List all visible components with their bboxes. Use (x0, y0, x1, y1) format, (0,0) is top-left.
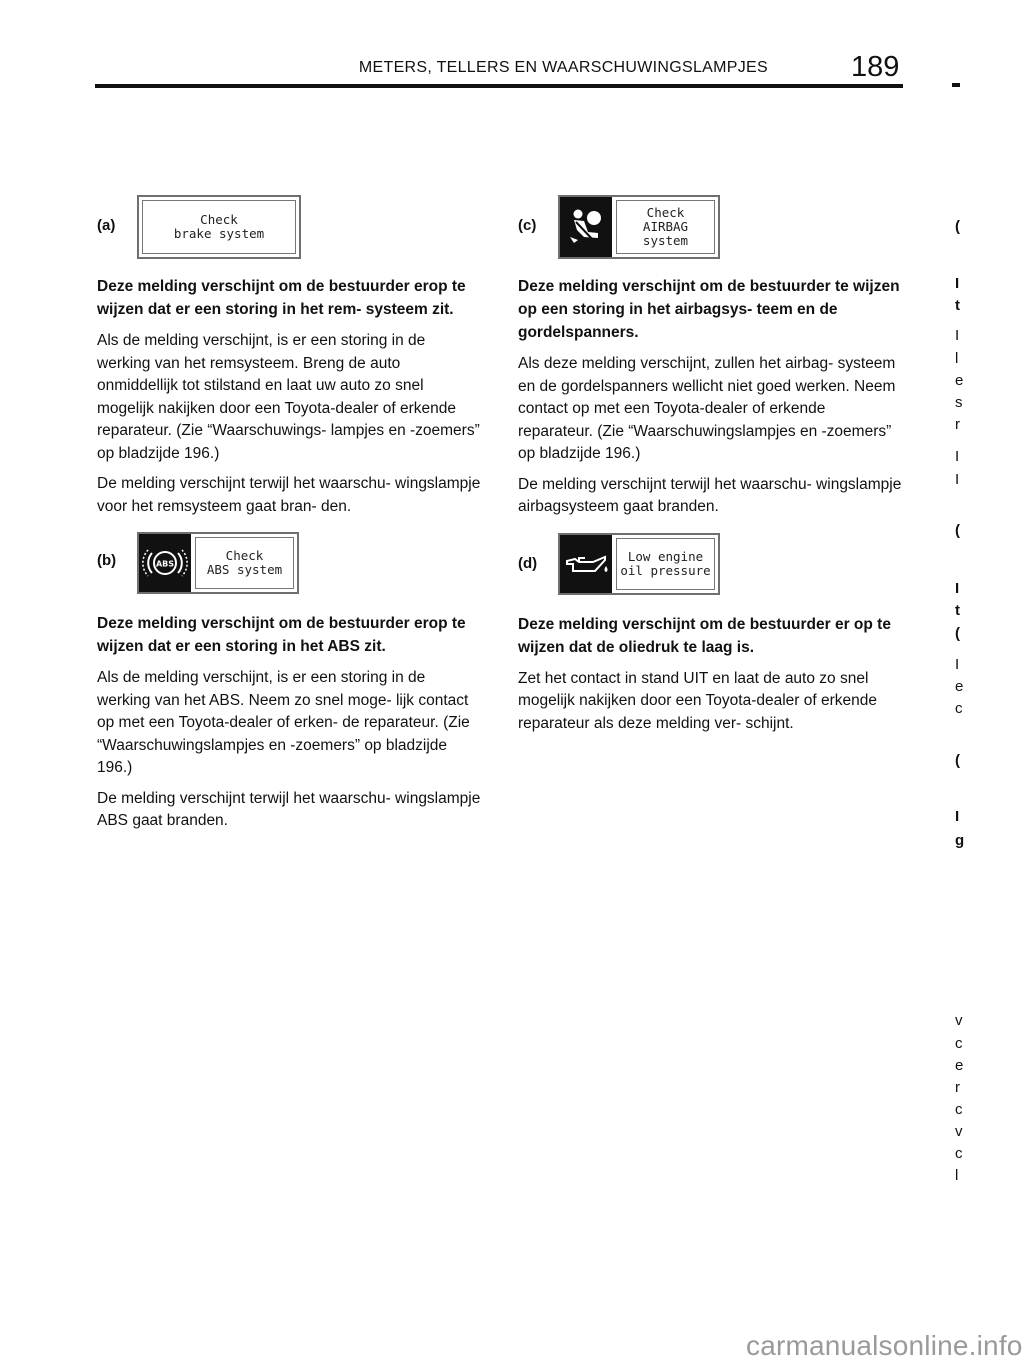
abs-icon-box (139, 534, 191, 592)
edge-fragment: I (955, 448, 960, 465)
right-column (518, 195, 902, 743)
edge-fragment: ( (955, 218, 960, 235)
section-b-paragraph-1: Als de melding verschijnt, is er een storing in de werking van het ABS. Neem zo snel moge- lijk contact op met een Toyota-dealer of erken- de reparateur. (Zie “Waarschuwingslampjes en -zoemers” op bladzijde 196.) (97, 669, 470, 776)
edge-fragment: I (955, 327, 960, 344)
section-b-heading: Deze melding verschijnt om de bestuurder erop te wijzen dat er een storing in het ABS zit. (97, 615, 466, 655)
edge-fragment: I (955, 656, 960, 673)
section-d-label: (d) (518, 554, 538, 572)
section-a-paragraph-1: Als de melding verschijnt, is er een storing in de werking van het remsysteem. Breng de auto onmiddellijk tot stilstand en laat uw auto zo snel mogelijk nakijken door een Toyota-dealer of erkende reparateur. (Zie “Waarschuwings- lampjes en -zoemers” op bladzijde 196.) (97, 332, 480, 462)
left-column (97, 195, 481, 841)
abs-warning-icon (143, 543, 187, 583)
edge-fragment: g (955, 832, 965, 849)
edge-fragment: l (955, 1167, 959, 1184)
edge-fragment: r (955, 416, 960, 433)
edge-fragment: s (955, 394, 963, 411)
display-line-2: brake system (173, 226, 265, 241)
header-rule (95, 84, 903, 88)
page-number: 189 (851, 51, 900, 83)
brake-system-display-text (142, 200, 296, 254)
airbag-system-display (558, 195, 720, 259)
edge-fragment: I (955, 808, 960, 825)
section-d-paragraph-1: Zet het contact in stand UIT en laat de auto zo snel mogelijk nakijken door een Toyota-dealer of erkende reparateur als deze melding ver- schijnt. (518, 669, 878, 732)
edge-fragment: c (955, 1101, 963, 1118)
edge-fragment: I (955, 580, 960, 597)
section-a-paragraph-2: De melding verschijnt terwijl het waarschu- wingslampje voor het remsysteem gaat bran- den. (97, 475, 481, 515)
display-line-1: Check (200, 212, 238, 227)
airbag-icon-box (560, 197, 612, 257)
section-c-paragraph-1: Als deze melding verschijnt, zullen het airbag- systeem en de gordelspanners wellicht niet goed werken. Neem contact op met een Toyota-dealer of erkende reparateur. (Zie “Waarschuwingslampjes en -zoemers” op bladzijde 196.) (518, 355, 896, 462)
brake-system-display (137, 195, 301, 259)
display-line-2: oil pressure (620, 562, 711, 578)
oil-pressure-display-text (616, 538, 715, 590)
display-line-1: Check (225, 548, 264, 563)
oil-pressure-display (558, 533, 720, 595)
edge-fragment: t (955, 602, 960, 619)
edge-fragment: c (955, 1145, 963, 1162)
display-line-1: Check (646, 205, 685, 220)
airbag-warning-icon (564, 205, 608, 249)
section-d-heading: Deze melding verschijnt om de bestuurder er op te wijzen dat de oliedruk te laag is. (518, 615, 891, 656)
section-a-label-row (97, 195, 481, 261)
section-c-paragraph-2: De melding verschijnt terwijl het waarschu- wingslampje airbagsysteem gaat branden. (518, 475, 902, 515)
section-d-label-row (518, 533, 902, 599)
abs-icon-text: ABS (155, 559, 175, 569)
edge-fragment: ( (955, 625, 960, 642)
edge-fragment: v (955, 1123, 963, 1140)
display-line-3: system (642, 233, 689, 248)
edge-fragment: e (955, 678, 964, 695)
edge-fragment: e (955, 372, 964, 389)
display-line-1: Low engine (627, 548, 704, 564)
chapter-title: METERS, TELLERS EN WAARSCHUWINGSLAMPJES (358, 59, 768, 76)
oil-pressure-icon (563, 549, 609, 579)
display-line-2: ABS system (206, 562, 283, 577)
section-c-heading: Deze melding verschijnt om de bestuurder te wijzen op een storing in het airbagsys- teem en de gordelspanners. (518, 278, 900, 341)
edge-fragment: t (955, 297, 960, 314)
display-line-2: AIRBAG (642, 219, 689, 234)
section-a-heading: Deze melding verschijnt om de bestuurder erop te wijzen dat er een storing in het rem- systeem zit. (97, 278, 466, 318)
header-rule-end (952, 83, 960, 87)
edge-fragment: ( (955, 522, 960, 539)
section-d (518, 533, 902, 736)
edge-fragment: ( (955, 752, 960, 769)
section-c-label: (c) (518, 217, 537, 234)
edge-fragment: r (955, 1079, 960, 1096)
edge-fragment: l (955, 350, 959, 367)
oil-icon-box (560, 535, 612, 593)
edge-fragment: I (955, 275, 960, 292)
source-watermark: carmanualsonline.info (746, 1330, 1023, 1361)
section-a-label: (a) (97, 217, 116, 234)
edge-fragment: I (955, 471, 960, 488)
section-b-label-row (97, 532, 481, 598)
edge-fragment: v (955, 1012, 963, 1029)
section-c (518, 195, 902, 519)
section-b-paragraph-2: De melding verschijnt terwijl het waarschu- wingslampje ABS gaat branden. (97, 789, 481, 829)
section-b-label: (b) (97, 552, 117, 569)
airbag-system-display-text (616, 200, 715, 254)
abs-system-display-text (195, 537, 294, 589)
section-b (97, 532, 481, 833)
section-a (97, 195, 481, 518)
section-c-label-row (518, 195, 902, 261)
edge-fragment: c (955, 1035, 963, 1052)
abs-system-display (137, 532, 299, 594)
edge-fragment: e (955, 1057, 964, 1074)
edge-fragment: c (955, 700, 963, 717)
